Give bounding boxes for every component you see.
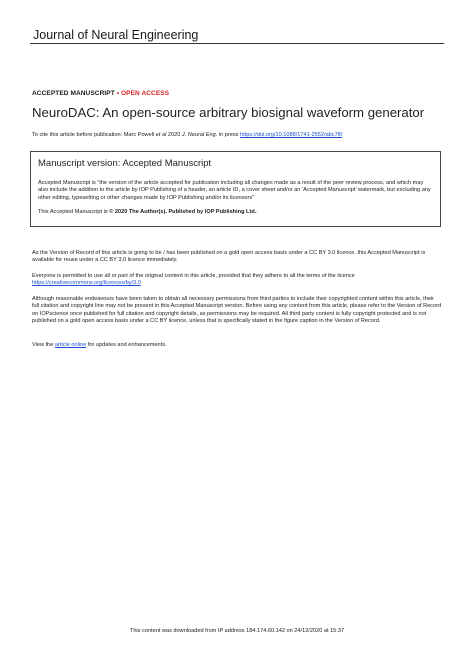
view-suffix: for updates and enhancements. — [86, 342, 167, 348]
view-online-paragraph — [32, 342, 442, 349]
permissions-paragraph: Although reasonable endeavours have been taken to obtain all necessary permissions from third parties to include their copyrighted content within this article, their full citation and copyright line may not be present in this Accepted Manuscript version. Before using any content from this article, please refer to the Version of Record on IOPscience once published for full citation and copyright details, as permissions may be required. All third party content is fully copyright protected and is not published on a gold open access basis under a CC BY licence, unless that is specifically stated in the figure caption in the Version of Record. — [32, 296, 442, 325]
cite-prefix: To cite this article before publication: Marc Powell — [32, 132, 156, 138]
article-title: NeuroDAC: An open-source arbitrary biosignal waveform generator — [32, 105, 425, 120]
manuscript-version-box — [30, 151, 441, 227]
cite-journal: J. Neural Eng. — [181, 132, 218, 138]
open-access-label: OPEN ACCESS — [120, 90, 170, 97]
doi-link[interactable]: https://doi.org/10.1088/1741-2552/abc7f0 — [240, 132, 343, 138]
copyright-line — [38, 209, 258, 215]
manuscript-version-heading: Manuscript version: Accepted Manuscript — [38, 158, 212, 169]
permit-text: Everyone is permitted to use all or part of the original content in this article, provided that they adhere to all the terms of the licence — [32, 273, 355, 279]
version-of-record-paragraph: As the Version of Record of this article is going to be / has been published on a gold open access basis under a CC BY 3.0 licence, this Accepted Manuscript is available for reuse under a CC BY 3.0 licence immediately. — [32, 250, 426, 264]
licence-link[interactable]: https://creativecommons.org/licences/by/3.0 — [32, 280, 141, 287]
manuscript-label — [32, 90, 169, 97]
journal-name: Journal of Neural Engineering — [33, 28, 199, 42]
copyright-suffix: . — [256, 209, 258, 215]
label-separator: • — [114, 90, 121, 97]
view-prefix: View the — [32, 342, 55, 348]
cite-in-press: in press — [217, 132, 241, 138]
citation-line — [32, 132, 342, 138]
copyright-prefix: This Accepted Manuscript is — [38, 209, 110, 215]
accepted-manuscript-definition: Accepted Manuscript is “the version of the article accepted for publication including all changes made as a result of the peer review process, and which may also include the addition to the article by IOP Publishing of a header, an article ID, a cover sheet and/or an ‘Accepted Manuscript’ watermark, but excluding any other editing, typesetting or other changes made by IOP Publishing and/or its licensors” — [38, 180, 431, 201]
cite-et-al: et al — [155, 132, 167, 138]
article-online-link[interactable]: article online — [54, 342, 87, 348]
header-rule — [30, 43, 444, 44]
accepted-manuscript-label: ACCEPTED MANUSCRIPT — [32, 90, 115, 97]
licence-paragraph — [32, 273, 442, 288]
copyright-holder: © 2020 The Author(s). Published by IOP Publishing Ltd. — [109, 209, 257, 215]
cite-year: 2020 — [166, 132, 182, 138]
download-footer: This content was downloaded from IP address 184.174.60.142 on 24/12/2020 at 15:37 — [129, 628, 345, 634]
